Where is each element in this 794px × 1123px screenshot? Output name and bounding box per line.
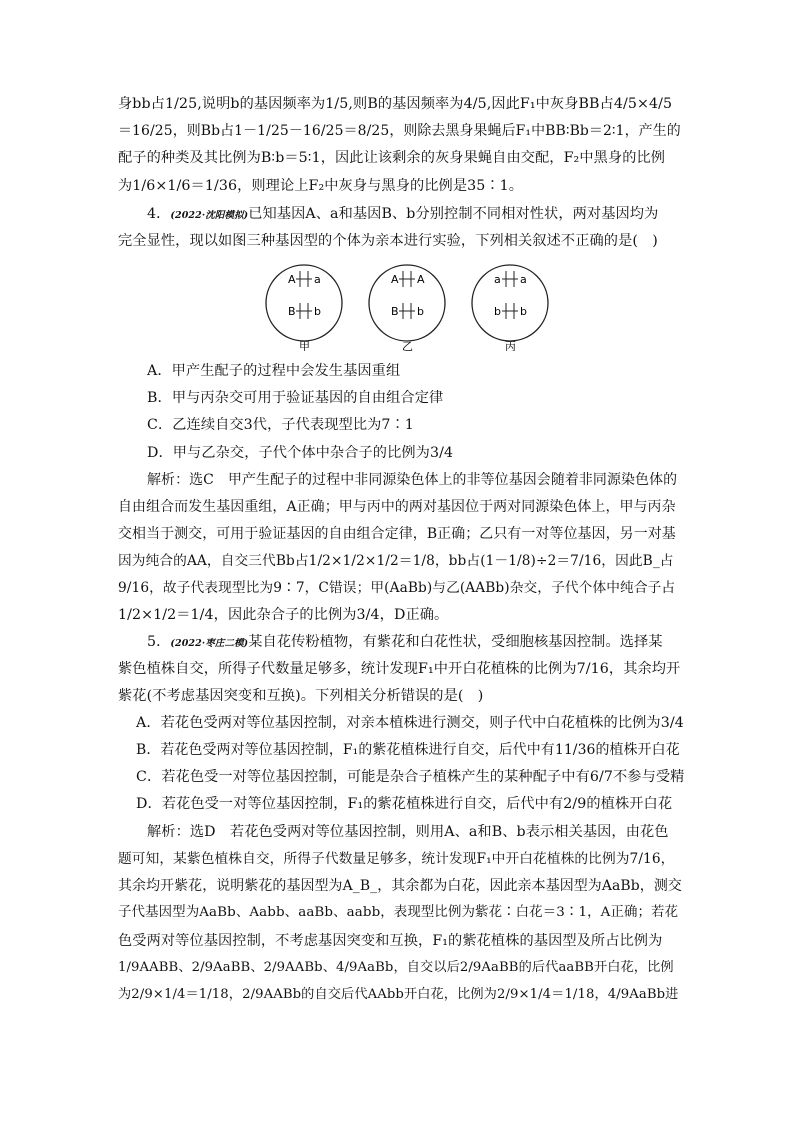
question-5-stem-line2: 紫色植株自交，所得子代数量足够多，统计发现F₁中开白花植株的比例为7/16，其余均开	[118, 661, 681, 677]
analysis-line: 1/2×1/2＝1/4，因此杂合子的比例为3/4，D正确。	[118, 607, 449, 623]
text-line: 身bb占1/25,说明b的基因频率为1/5,则B的基因频率为4/5,因此F₁中灰身BB占4/5×4/5	[118, 96, 673, 112]
analysis-line: 子代基因型为AaBb、Aabb、aaBb、aabb，表现型比例为紫花∶白花＝3∶1，A正确；若花	[118, 905, 679, 920]
question-source: (2022·枣庄二模)	[170, 638, 249, 649]
question-5-stem-line3: 紫花(不考虑基因突变和互换)。下列相关分析错误的是( )	[118, 688, 484, 704]
option-a: A．若花色受两对等位基因控制，对亲本植株进行测交，则子代中白花植株的比例为3/4	[136, 715, 684, 731]
option-c: C．若花色受一对等位基因控制，可能是杂合子植株产生的某种配子中有6/7不参与受精	[136, 769, 685, 785]
question-5-stem	[147, 632, 683, 654]
allele-label: A	[391, 273, 399, 286]
cell-label: 乙	[402, 340, 413, 351]
allele-label: b	[314, 305, 321, 318]
cell-label: 丙	[505, 340, 516, 351]
allele-label: b	[520, 305, 527, 318]
allele-label: b	[494, 305, 501, 318]
question-4-stem	[147, 204, 683, 226]
analysis-line: 因为纯合的AA，自交三代Bb占1/2×1/2×1/2＝1/8，bb占(1－1/8)÷2＝7/16，因此B_占	[118, 553, 674, 569]
analysis-line: 色受两对等位基因控制，不考虑基因突变和互换，F₁的紫花植株的基因型及所占比例为	[118, 933, 663, 949]
option-b: B．若花色受两对等位基因控制，F₁的紫花植株进行自交，后代中有11/36的植株开白花	[136, 742, 680, 758]
question-source: (2022·沈阳模拟)	[170, 210, 249, 221]
option-b: B．甲与丙杂交可用于验证基因的自由组合定律	[147, 390, 444, 406]
allele-label: A	[417, 273, 425, 286]
question-number: 4．	[147, 206, 171, 222]
allele-label: a	[494, 273, 501, 286]
question-text: 已知基因A、a和基因B、b分别控制不同相对性状，两对基因均为	[248, 206, 659, 222]
analysis-line: 交相当于测交，可用于验证基因的自由组合定律，B正确；乙只有一对等位基因，另一对基	[118, 526, 676, 542]
cell-jia	[266, 265, 342, 351]
analysis-line: 解析：选C 甲产生配子的过程中非同源染色体上的非等位基因会随着非同源染色体的	[147, 472, 678, 488]
analysis-line: 为2/9×1/4＝1/18，2/9AABb的自交后代AAbb开白花，比例为2/9×1/4＝1/18，4/9AaBb进	[118, 987, 679, 1002]
allele-label: B	[288, 305, 296, 318]
allele-label: b	[417, 305, 424, 318]
analysis-line: 自由组合而发生基因重组，A正确；甲与丙中的两对基因位于两对同源染色体上，甲与丙杂	[118, 499, 676, 515]
cell-label: 甲	[299, 340, 310, 351]
cell-yi	[369, 265, 445, 351]
genotype-figure	[262, 259, 552, 351]
analysis-line: 其余均开紫花，说明紫花的基因型为A_B_，其余都为白花，因此亲本基因型为AaBb，测交	[118, 878, 682, 894]
cell-bing	[472, 265, 548, 351]
allele-label: a	[314, 273, 321, 286]
option-a: A．甲产生配子的过程中会发生基因重组	[147, 363, 401, 379]
option-d: D．甲与乙杂交，子代个体中杂合子的比例为3/4	[147, 445, 454, 461]
analysis-line: 题可知，某紫色植株自交，所得子代数量足够多，统计发现F₁中开白花植株的比例为7/16，	[118, 851, 675, 867]
option-d: D．若花色受一对等位基因控制，F₁的紫花植株进行自交，后代中有2/9的植株开白花	[136, 796, 673, 812]
analysis-line: 解析：选D 若花色受两对等位基因控制，则用A、a和B、b表示相关基因，由花色	[147, 824, 669, 840]
text-line: ＝16/25，则Bb占1－1/25－16/25＝8/25，则除去黑身果蝇后F₁中BB∶Bb＝2∶1，产生的	[118, 123, 681, 139]
allele-label: A	[288, 273, 296, 286]
allele-label: a	[520, 273, 527, 286]
question-number: 5．	[147, 634, 171, 650]
text-line: 配子的种类及其比例为B∶b＝5∶1，因此让该剩余的灰身果蝇自由交配，F₂中黑身的比例	[118, 150, 666, 166]
analysis-line: 9/16，故子代表现型比为9∶7，C错误；甲(AaBb)与乙(AABb)杂交，子代个体中纯合子占	[118, 580, 676, 596]
text-line: 为1/6×1/6＝1/36，则理论上F₂中灰身与黑身的比例是35∶1。	[118, 178, 524, 194]
question-4-stem-line2: 完全显性，现以如图三种基因型的个体为亲本进行实验，下列相关叙述不正确的是( )	[118, 233, 658, 249]
option-c: C．乙连续自交3代，子代表现型比为7∶1	[147, 417, 414, 433]
analysis-line: 1/9AABB、2/9AaBB、2/9AABb、4/9AaBb，自交以后2/9AaBB的后代aaBB开白花，比例	[118, 960, 674, 975]
question-text: 某自花传粉植物，有紫花和白花性状，受细胞核基因控制。选择某	[248, 634, 663, 650]
allele-label: B	[391, 305, 399, 318]
